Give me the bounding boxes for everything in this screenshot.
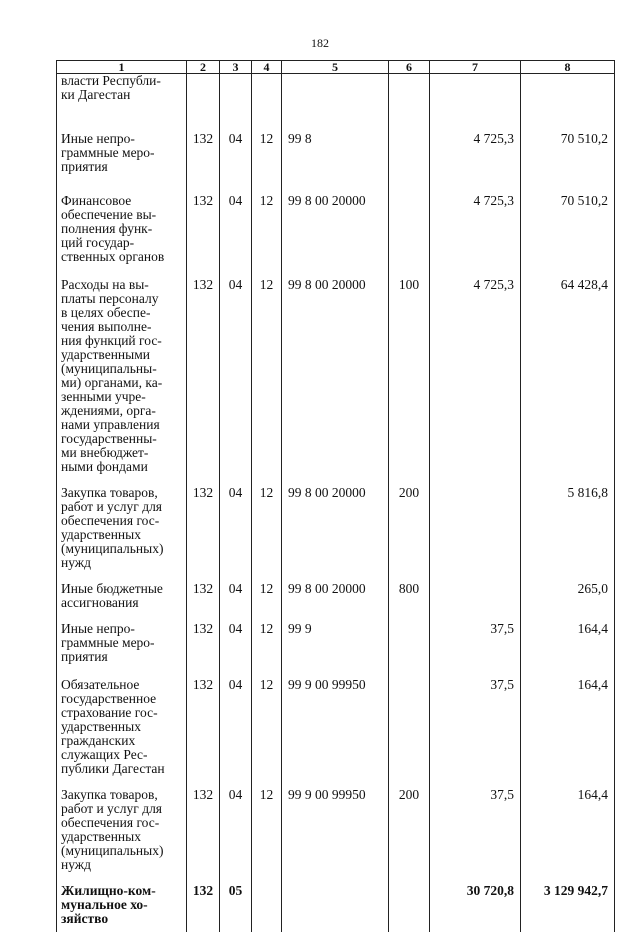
table-header-row bbox=[57, 61, 615, 74]
row-col-4 bbox=[252, 74, 282, 120]
row-code: 99 8 00 20000 bbox=[282, 474, 389, 570]
row-col-4: 12 bbox=[252, 664, 282, 776]
row-col-2: 132 bbox=[187, 264, 220, 474]
column-header: 8 bbox=[521, 61, 615, 74]
row-col-6 bbox=[389, 74, 430, 120]
row-col-4: 12 bbox=[252, 120, 282, 180]
row-code: 99 8 00 20000 bbox=[282, 570, 389, 610]
row-col-6 bbox=[389, 610, 430, 664]
row-col-4: 12 bbox=[252, 180, 282, 264]
row-col-3: 05 bbox=[220, 872, 252, 932]
row-col-2: 132 bbox=[187, 474, 220, 570]
row-col-2: 132 bbox=[187, 120, 220, 180]
row-name: власти Республи- ки Дагестан bbox=[57, 74, 187, 120]
row-amount-7: 37,5 bbox=[430, 776, 521, 872]
column-header: 7 bbox=[430, 61, 521, 74]
row-col-6 bbox=[389, 180, 430, 264]
row-col-3: 04 bbox=[220, 776, 252, 872]
row-col-2: 132 bbox=[187, 610, 220, 664]
row-amount-7: 37,5 bbox=[430, 664, 521, 776]
row-amount-8: 164,4 bbox=[521, 776, 615, 872]
table-row bbox=[57, 776, 615, 872]
row-col-6: 200 bbox=[389, 474, 430, 570]
row-col-6: 200 bbox=[389, 776, 430, 872]
row-name: Иные непро- граммные меро- приятия bbox=[57, 120, 187, 180]
row-name: Жилищно-ком- мунальное хо- зяйство bbox=[57, 872, 187, 932]
row-code: 99 9 00 99950 bbox=[282, 776, 389, 872]
row-name: Закупка товаров, работ и услуг для обеспечения гос- ударственных (муниципальных) нужд bbox=[57, 474, 187, 570]
row-col-4: 12 bbox=[252, 570, 282, 610]
column-header: 4 bbox=[252, 61, 282, 74]
row-code: 99 9 00 99950 bbox=[282, 664, 389, 776]
row-amount-8: 3 129 942,7 bbox=[521, 872, 615, 932]
row-col-3: 04 bbox=[220, 570, 252, 610]
page-number: 182 bbox=[311, 36, 329, 50]
row-amount-7 bbox=[430, 570, 521, 610]
row-code: 99 8 00 20000 bbox=[282, 264, 389, 474]
row-code: 99 8 bbox=[282, 120, 389, 180]
row-amount-8: 70 510,2 bbox=[521, 180, 615, 264]
row-code bbox=[282, 74, 389, 120]
row-amount-7: 37,5 bbox=[430, 610, 521, 664]
table-row bbox=[57, 74, 615, 120]
row-col-4: 12 bbox=[252, 264, 282, 474]
row-col-2: 132 bbox=[187, 776, 220, 872]
row-amount-8: 5 816,8 bbox=[521, 474, 615, 570]
column-header: 5 bbox=[282, 61, 389, 74]
row-amount-7: 4 725,3 bbox=[430, 180, 521, 264]
row-amount-8: 164,4 bbox=[521, 664, 615, 776]
column-header: 2 bbox=[187, 61, 220, 74]
row-amount-7 bbox=[430, 74, 521, 120]
row-code: 99 9 bbox=[282, 610, 389, 664]
row-code bbox=[282, 872, 389, 932]
row-code: 99 8 00 20000 bbox=[282, 180, 389, 264]
row-col-3: 04 bbox=[220, 264, 252, 474]
row-col-6: 800 bbox=[389, 570, 430, 610]
row-col-3: 04 bbox=[220, 610, 252, 664]
row-col-3: 04 bbox=[220, 664, 252, 776]
row-name: Финансовое обеспечение вы- полнения функ- ций государ- ственных органов bbox=[57, 180, 187, 264]
row-col-6: 100 bbox=[389, 264, 430, 474]
row-col-6 bbox=[389, 872, 430, 932]
row-amount-8: 164,4 bbox=[521, 610, 615, 664]
row-col-2 bbox=[187, 74, 220, 120]
row-col-2: 132 bbox=[187, 664, 220, 776]
row-name: Обязательное государственное страхование гос- ударственных гражданских служащих Рес- публики Дагестан bbox=[57, 664, 187, 776]
table-row bbox=[57, 120, 615, 180]
table-row bbox=[57, 474, 615, 570]
row-amount-8: 70 510,2 bbox=[521, 120, 615, 180]
table-row bbox=[57, 570, 615, 610]
column-header: 3 bbox=[220, 61, 252, 74]
table-row bbox=[57, 264, 615, 474]
row-col-3: 04 bbox=[220, 120, 252, 180]
row-amount-7: 4 725,3 bbox=[430, 264, 521, 474]
table-row bbox=[57, 180, 615, 264]
row-col-3 bbox=[220, 74, 252, 120]
row-amount-8 bbox=[521, 74, 615, 120]
column-header: 6 bbox=[389, 61, 430, 74]
row-col-4 bbox=[252, 872, 282, 932]
row-col-3: 04 bbox=[220, 180, 252, 264]
row-amount-7: 30 720,8 bbox=[430, 872, 521, 932]
table-row bbox=[57, 872, 615, 932]
row-amount-8: 64 428,4 bbox=[521, 264, 615, 474]
table-row bbox=[57, 664, 615, 776]
row-name: Закупка товаров, работ и услуг для обеспечения гос- ударственных (муниципальных) нужд bbox=[57, 776, 187, 872]
column-header: 1 bbox=[57, 61, 187, 74]
row-col-3: 04 bbox=[220, 474, 252, 570]
row-name: Иные бюджетные ассигнования bbox=[57, 570, 187, 610]
row-amount-7 bbox=[430, 474, 521, 570]
row-name: Расходы на вы- платы персоналу в целях обеспе- чения выполне- ния функций гос- ударственными (муниципальны- ми) органами, ка- зенными учре- ждениями, орга- нами управления государственны- ми внебюджет- ными фондами bbox=[57, 264, 187, 474]
row-amount-7: 4 725,3 bbox=[430, 120, 521, 180]
row-amount-8: 265,0 bbox=[521, 570, 615, 610]
table-row bbox=[57, 610, 615, 664]
row-name: Иные непро- граммные меро- приятия bbox=[57, 610, 187, 664]
budget-table bbox=[56, 60, 615, 932]
row-col-2: 132 bbox=[187, 180, 220, 264]
row-col-4: 12 bbox=[252, 776, 282, 872]
row-col-2: 132 bbox=[187, 872, 220, 932]
row-col-4: 12 bbox=[252, 474, 282, 570]
row-col-2: 132 bbox=[187, 570, 220, 610]
row-col-4: 12 bbox=[252, 610, 282, 664]
row-col-6 bbox=[389, 120, 430, 180]
row-col-6 bbox=[389, 664, 430, 776]
